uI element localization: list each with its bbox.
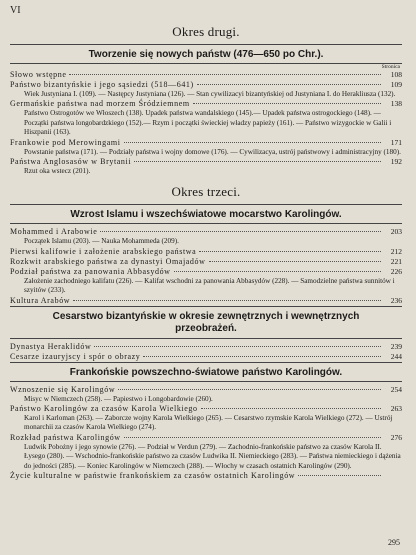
page-number: VI xyxy=(10,5,21,16)
entry-subtopics: Misyc w Niemczech (258). — Papiestwo i Longobardowie (260). xyxy=(24,394,213,403)
section-title-line: przeobrażeń. xyxy=(175,322,237,334)
entry-title: Podział państwa za panowania Abbasydów xyxy=(10,266,171,276)
entry-page: 192 xyxy=(390,157,402,167)
leader-dots xyxy=(73,300,381,301)
leader-dots xyxy=(193,103,381,104)
leader-dots xyxy=(118,389,381,390)
toc-entry xyxy=(10,385,402,395)
part2-heading: Okres drugi. xyxy=(172,24,240,39)
entry-subtopics: Państwo Ostrogotów we Włoszech (138). Upadek państwa wandalskiego (145).— Upadek państwa ostrogockiego (148). — Początki państwa longobardzkiego (152).— Rzym i początki świeckiej władzy papieży (161). — Państwo wizygockie w Galii i Hiszpanii (163). xyxy=(24,109,392,137)
part3-heading: Okres trzeci. xyxy=(171,184,241,200)
part3-sections xyxy=(10,204,402,481)
toc-entry xyxy=(10,80,402,90)
leader-dots xyxy=(143,356,381,357)
entry-subtopics: Ludwik Pobożny i jego synowie (276). — Podział w Verdun (279). — Zachodnio-frankońskie państwo za czasów Karola II. Łysego (280). — Wschodnio-frankońskie państwo za czasów Ludwika II. Niemieckiego (283). — Państwa niemieckiego i dążenia do jedności (285). — Koniec Karolingów w Niemczech (288). — Włochy w czasach ostatnich Karolingów (290). xyxy=(24,442,401,470)
toc-entry xyxy=(10,99,402,109)
entry-title: Państwa Anglosasów w Brytanii xyxy=(10,157,132,167)
divider xyxy=(10,204,402,205)
entry-subtopics: Założenie zachodniego kalifatu (226). — Kalifat wschodni za panowania Abbasydów (228). — Samodzielne państwa sunnitów i szyitów (233). xyxy=(24,276,395,295)
toc-entry xyxy=(10,267,402,277)
entry-page: 276 xyxy=(390,432,402,442)
leader-dots xyxy=(199,251,381,252)
entry-page: 171 xyxy=(390,137,402,147)
entry-subtopics: Wiek Justyniana I. (109). — Następcy Justyniana (126). — Stan cywilizacyi bizantyńskiej od Justyniana I. do Herakliusza (132). xyxy=(24,90,396,98)
footer-page-number: 295 xyxy=(388,538,400,547)
toc-entry xyxy=(10,404,402,414)
toc-entry xyxy=(10,471,402,481)
divider xyxy=(10,362,402,363)
entry-page: 263 xyxy=(390,404,402,414)
toc-entry xyxy=(10,227,402,237)
part3-section-title xyxy=(10,311,402,335)
toc-entry xyxy=(10,157,402,167)
entry-page: 108 xyxy=(390,70,402,79)
entry-title: Życie kulturalne w państwie frankońskiem za czasów ostatnich Karolingów xyxy=(10,471,296,481)
entry-title: Rozkład państwa Karolingów xyxy=(10,432,121,442)
entry-title: Germańskie państwa nad morzem Śródziemnem xyxy=(10,99,190,109)
toc-entry xyxy=(10,257,402,267)
entry-page: 138 xyxy=(390,99,402,109)
leader-dots xyxy=(124,142,381,143)
entry-title: Cesarze izauryjscy i spór o obrazy xyxy=(10,351,141,361)
entry-page: 254 xyxy=(390,384,402,394)
divider xyxy=(10,306,402,307)
leader-dots xyxy=(134,161,381,162)
leader-dots xyxy=(174,271,381,272)
entry-title: Dynastya Heraklidów xyxy=(10,341,92,351)
part2-section-title: Tworzenie się nowych państw (476—650 po Chr.). xyxy=(88,49,324,60)
entry-title: Słowo wstępne xyxy=(10,70,67,79)
entry-subtopics: Powstanie państwa (171). — Podziały państwa i wojny domowe (176). — Cywilizacya, ustrój państwowy i administracyjny (180). xyxy=(24,147,401,156)
entry-page: 109 xyxy=(390,80,402,89)
leader-dots xyxy=(201,408,381,409)
leader-dots xyxy=(69,74,381,75)
leader-dots xyxy=(209,261,382,262)
leader-dots xyxy=(94,346,381,347)
entry-title: Rozkwit arabskiego państwa za dynastyi Omajadów xyxy=(10,256,206,266)
divider xyxy=(10,44,402,45)
toc-entry xyxy=(10,70,402,80)
entry-title: Kultura Arabów xyxy=(10,295,71,305)
entry-subtopics: Początek Islamu (203). — Nauka Mohammeda (209). xyxy=(24,237,179,246)
entry-page: 203 xyxy=(390,227,402,237)
entry-page: 236 xyxy=(390,295,402,305)
toc-entry xyxy=(10,296,402,306)
part3-section-title: Wzrost Islamu i wszechświatowe mocarstwo Karolingów. xyxy=(70,209,342,221)
toc-entry xyxy=(10,433,402,443)
entry-title: Wznoszenie się Karolingów xyxy=(10,384,116,394)
toc-entry xyxy=(10,138,402,148)
leader-dots xyxy=(197,84,381,85)
leader-dots xyxy=(124,437,381,438)
toc-entry xyxy=(10,247,402,257)
toc-entry xyxy=(10,352,402,362)
part3-section-title: Frankońskie powszechno-światowe państwo Karolingów. xyxy=(69,366,343,378)
entry-subtopics: Rzut oka wstecz (201). xyxy=(24,167,91,176)
leader-dots xyxy=(298,475,381,476)
entry-page: 244 xyxy=(390,351,402,361)
section-title-line: Cesarstwo bizantyńskie w okresie zewnętrznych i wewnętrznych xyxy=(52,310,360,322)
entry-title: Państwo Karolingów za czasów Karola Wielkiego xyxy=(10,404,198,414)
entry-title: Pierwsi kalifowie i założenie arabskiego państwa xyxy=(10,246,197,256)
toc-entry xyxy=(10,342,402,352)
entry-title: Państwo bizantyńskie i jego sąsiedzi (518—641) xyxy=(10,80,194,89)
part2-entries xyxy=(10,70,402,176)
column-header: Stronica xyxy=(381,64,400,70)
entry-page: 212 xyxy=(390,246,402,256)
entry-page: 221 xyxy=(390,256,402,266)
entry-subtopics: Karol i Karloman (263). — Zaborcze wojny Karola Wielkiego (265). — Cesarstwo rzymskie Karola Wielkiego (272). — Ustrój monarchii za czasów Karola Wielkiego (274). xyxy=(24,414,393,432)
entry-title: Mohammed i Arabowie xyxy=(10,227,98,237)
leader-dots xyxy=(100,231,381,232)
entry-page: 239 xyxy=(390,341,402,351)
entry-title: Frankowie pod Merowingami xyxy=(10,137,121,147)
entry-page: 226 xyxy=(390,266,402,276)
